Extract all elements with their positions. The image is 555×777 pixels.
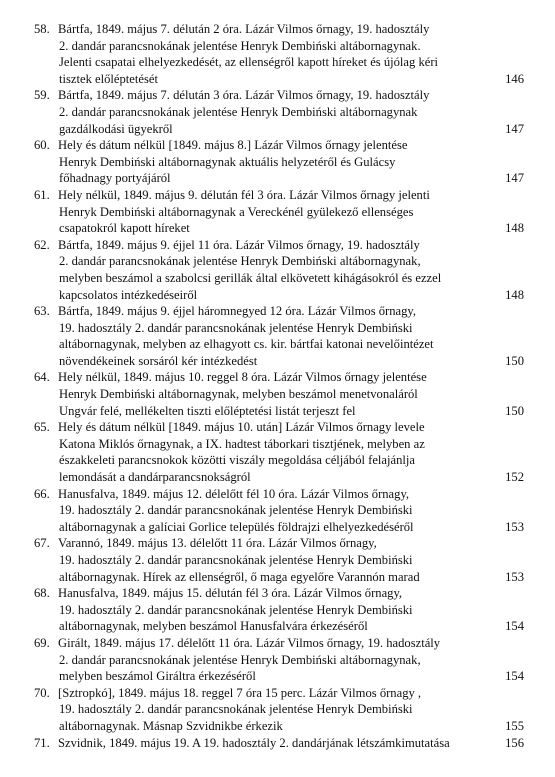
table-of-contents [34, 21, 524, 751]
entry-text-line: 19. hadosztály 2. dandár parancsnokának jelentése Henryk Dembiński [59, 602, 413, 617]
page-number: 150 [505, 403, 524, 418]
entry-number: 69. [34, 635, 50, 650]
entry-text-line: melyben beszámol Giráltra érkezéséről [59, 669, 256, 684]
toc-entry [34, 303, 524, 369]
entry-text-line: Jelenti csapatai elhelyezkedését, az ellenségről kapott híreket és újólag kéri [59, 55, 439, 70]
entry-text-line: 19. hadosztály 2. dandár parancsnokának jelentése Henryk Dembiński [59, 553, 413, 567]
entry-text-line: Hely nélkül, 1849. május 10. reggel 8 óra. Lázár Vilmos őrnagy jelentése [58, 370, 427, 385]
page-number: 154 [505, 619, 524, 634]
entry-number: 71. [34, 735, 50, 750]
page-number: 155 [505, 718, 524, 733]
toc-entry [34, 685, 524, 735]
page-number: 153 [505, 569, 524, 584]
entry-text-line: Varannó, 1849. május 13. délelőtt 11 óra. Lázár Vilmos őrnagy, [58, 536, 377, 551]
entry-text-line: északkeleti parancsnokok közötti viszály megoldása céljából felajánlja [59, 453, 415, 468]
entry-number: 62. [34, 237, 50, 252]
entry-text-line: Henryk Dembiński altábornagynak, melyben beszámol menetvonaláról [59, 387, 418, 402]
entry-text-line: 19. hadosztály 2. dandár parancsnokának jelentése Henryk Dembiński [59, 320, 413, 335]
entry-text-line: 2. dandár parancsnokának jelentése Henryk Dembiński altábornagynak. [59, 38, 421, 53]
entry-text-line: Hanusfalva, 1849. május 15. délután fél 3 óra. Lázár Vilmos őrnagy, [58, 586, 403, 601]
page-number: 154 [505, 669, 524, 684]
toc-entry [34, 535, 524, 585]
entry-text-line: Hely és dátum nélkül [1849. május 8.] Lázár Vilmos őrnagy jelentése [58, 138, 408, 153]
entry-text-line: 2. dandár parancsnokának jelentése Henryk Dembiński altábornagynak [59, 104, 418, 119]
entry-text-line: Bártfa, 1849. május 9. éjjel háromnegyed 12 óra. Lázár Vilmos őrnagy, [58, 304, 417, 319]
toc-entry [34, 87, 524, 137]
entry-text-line: Hanusfalva, 1849. május 12. délelőtt fél 10 óra. Lázár Vilmos őrnagy, [58, 486, 410, 501]
entry-text-line: Szvidnik, 1849. május 19. A 19. hadosztály 2. dandárjának létszámkimutatása [58, 735, 450, 750]
entry-text-line: növendékeinek sorsáról kér intézkedést [59, 353, 258, 368]
entry-number: 70. [34, 685, 50, 700]
entry-text-line: csapatokról kapott híreket [59, 221, 190, 236]
entry-text-line: gazdálkodási ügyekről [59, 121, 173, 136]
entry-number: 63. [34, 304, 50, 319]
page-number: 156 [505, 735, 524, 750]
entry-text-line: altábornagynak a galíciai Gorlice település földrajzi elhelyezkedéséről [59, 519, 414, 534]
entry-text-line: altábornagynak. Másnap Szvidnikbe érkezik [59, 718, 283, 733]
entry-text-line: 19. hadosztály 2. dandár parancsnokának jelentése Henryk Dembiński [59, 702, 413, 717]
toc-entry [34, 419, 524, 485]
toc-entry [34, 486, 524, 536]
entry-number: 65. [34, 420, 50, 435]
entry-text-line: 2. dandár parancsnokának jelentése Henryk Dembiński altábornagynak, [59, 652, 421, 667]
toc-entry [34, 187, 524, 237]
entry-text-line: Hely nélkül, 1849. május 9. délután fél 3 óra. Lázár Vilmos őrnagy jelenti [58, 187, 430, 202]
page-number: 153 [505, 519, 524, 534]
entry-number: 58. [34, 22, 50, 36]
toc-entry [34, 735, 524, 752]
toc-entry [34, 635, 524, 685]
entry-text-line: 2. dandár parancsnokának jelentése Henryk Dembiński altábornagynak, [59, 254, 421, 269]
entry-text-line: lemondását a dandárparancsnokságról [59, 470, 251, 485]
page-number: 146 [505, 71, 524, 86]
entry-text-line: altábornagynak. Hírek az ellenségről, ő maga egyelőre Varannón marad [59, 569, 420, 584]
entry-text-line: Ungvár felé, mellékelten tiszti előléptetési listát terjeszt fel [59, 403, 356, 418]
entry-text-line: Bártfa, 1849. május 7. délután 3 óra. Lázár Vilmos őrnagy, 19. hadosztály [58, 88, 430, 103]
page-number: 152 [505, 470, 524, 485]
entry-text-line: Henryk Dembiński altábornagynak aktuális helyzetéről és Gulácsy [59, 154, 396, 169]
toc-entry [34, 369, 524, 419]
entry-text-line: Henryk Dembiński altábornagynak a Vereckénél gyülekező ellenséges [59, 204, 414, 219]
entry-text-line: 19. hadosztály 2. dandár parancsnokának jelentése Henryk Dembiński [59, 503, 413, 518]
toc-entry [34, 237, 524, 303]
page-number: 148 [505, 221, 524, 236]
entry-text-line: altábornagynak, melyben az elhagyott cs. kir. bártfai katonai nevelőintézet [59, 337, 434, 352]
entry-number: 67. [34, 536, 50, 551]
entry-number: 61. [34, 187, 50, 202]
entry-text-line: kapcsolatos intézkedéseiről [59, 287, 198, 302]
entry-text-line: főhadnagy portyájáról [59, 171, 171, 186]
entry-text-line: [Sztropkó], 1849. május 18. reggel 7 óra 15 perc. Lázár Vilmos őrnagy , [58, 685, 422, 700]
entry-text-line: Katona Miklós őrnagynak, a IX. hadtest táborkari tisztjének, melyben az [59, 436, 425, 451]
entry-text-line: Hely és dátum nélkül [1849. május 10. után] Lázár Vilmos őrnagy levele [58, 420, 425, 435]
toc-entry [34, 137, 524, 187]
page-number: 150 [505, 353, 524, 368]
entry-text-line: altábornagynak, melyben beszámol Hanusfalvára érkezéséről [59, 619, 368, 634]
entry-number: 66. [34, 486, 50, 501]
page-number: 147 [505, 121, 524, 136]
entry-text-line: Bártfa, 1849. május 7. délután 2 óra. Lázár Vilmos őrnagy, 19. hadosztály [58, 22, 430, 36]
toc-entry [34, 21, 524, 87]
toc-entry [34, 585, 524, 635]
page-number: 147 [505, 171, 524, 186]
entry-number: 64. [34, 370, 50, 385]
entry-text-line: Bártfa, 1849. május 9. éjjel 11 óra. Lázár Vilmos őrnagy, 19. hadosztály [58, 237, 420, 252]
entry-number: 59. [34, 88, 50, 103]
entry-number: 60. [34, 138, 50, 153]
page-number: 148 [505, 287, 524, 302]
entry-text-line: Girált, 1849. május 17. délelőtt 11 óra. Lázár Vilmos őrnagy, 19. hadosztály [58, 635, 441, 650]
entry-number: 68. [34, 586, 50, 601]
entry-text-line: melyben beszámol a szabolcsi gerillák által elkövetett kihágásokról és ezzel [59, 270, 442, 285]
entry-text-line: tisztek előléptetését [59, 71, 158, 86]
